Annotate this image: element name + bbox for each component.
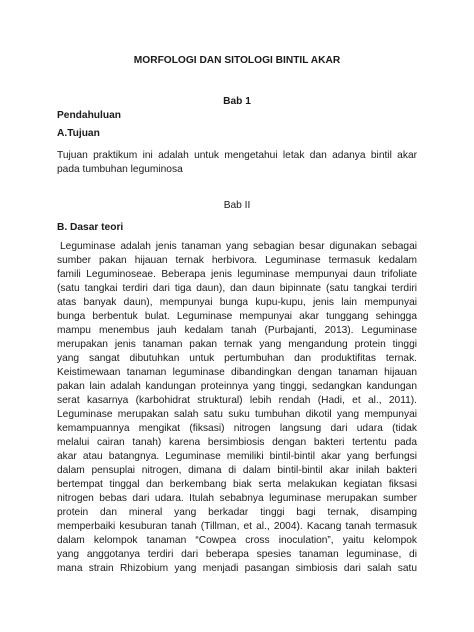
- tujuan-line: Tujuan praktikum ini adalah untuk mengetahui letak dan adanya bintil akar: [57, 150, 417, 161]
- paragraph-line: famili Leguminoseae. Beberapa jenis leguminase mempunyai daun trifoliate: [57, 269, 417, 280]
- paragraph-line: mampu menembus jauh kedalam tanah (Purbajanti, 2013). Leguminase: [57, 325, 417, 336]
- chapter-1-heading: Bab 1: [223, 96, 251, 107]
- paragraph-line: kemampuannya mengikat (fiksasi) nitrogen langsung dari udara (tidak: [57, 423, 417, 434]
- paragraph-line: atas banyak daun), mempunyai bunga kupu-kupu, jenis lain mempunyai: [57, 297, 417, 308]
- paragraph-line: nitrogen bebas dari udara. Itulah sebabnya leguminase merupakan sumber: [57, 493, 417, 504]
- paragraph-line: melalui cairan tanah) karena bersimbiosis dengan bakteri tertentu pada: [57, 437, 417, 448]
- tujuan-line: pada tumbuhan leguminosa: [57, 164, 183, 175]
- paragraph-line: protein dan mineral yang berkadar tinggi bagi ternak, disamping: [57, 507, 417, 518]
- paragraph-line: pakan lain adalah kandungan proteinnya yang tinggi, sedangkan kandungan: [57, 381, 417, 392]
- paragraph-line: yang anggotanya terdiri dari beberapa spesies tanaman leguminase, di: [57, 549, 417, 560]
- paragraph-line: Keistimewaan tanaman leguminase dibandingkan dengan tanaman hijauan: [57, 367, 417, 378]
- document-title: MORFOLOGI DAN SITOLOGI BINTIL AKAR: [133, 55, 341, 66]
- paragraph-line: merupakan jenis tanaman pakan ternak yang mengandung protein tinggi: [57, 339, 417, 350]
- paragraph-line: bertempat tinggal dan berkembang biak serta melakukan kegiatan fiksasi: [57, 479, 417, 490]
- paragraph-line: serat kasarnya (karbohidrat struktural) lebih rendah (Hadi, et al., 2011).: [57, 395, 417, 406]
- paragraph-line: dalam pensuplai nitrogen, dimana di dalam bintil-bintil akar inilah bakteri: [57, 465, 417, 476]
- paragraph-line: Leguminase adalah jenis tanaman yang sebagian besar digunakan sebagai: [60, 241, 417, 252]
- paragraph-line: akar atau batangnya. Leguminase memiliki bintil-bintil akar yang berfungsi: [57, 451, 417, 462]
- paragraph-line: (satu tangkai terdiri dari tiga daun), dan daun bipinnate (satu tangkai terdiri: [57, 283, 417, 294]
- subsection-dasar-teori: B. Dasar teori: [57, 222, 124, 233]
- paragraph-line: bunga berbentuk bulat. Leguminase mempunyai akar tunggang sehingga: [57, 311, 417, 322]
- paragraph-line: sumber pakan hijauan ternak herbivora. Leguminase termasuk kedalam: [57, 255, 417, 266]
- paragraph-line: dalam kelompok tanaman “Cowpea cross inoculation”, yaitu kelompok: [57, 535, 417, 546]
- subsection-tujuan: A.Tujuan: [57, 128, 100, 139]
- section-pendahuluan: Pendahuluan: [57, 110, 121, 121]
- chapter-2-heading: Bab II: [223, 200, 251, 211]
- paragraph-line: mana strain Rhizobium yang menjadi pasangan simbiosis dari salah satu: [57, 563, 417, 574]
- paragraph-line: yang sangat dibutuhkan untuk pertumbuhan dan produktifitas ternak.: [57, 353, 417, 364]
- paragraph-line: memperbaiki kesuburan tanah (Tillman, et al., 2004). Kacang tanah termasuk: [57, 521, 417, 532]
- paragraph-line: Leguminase merupakan salah satu suku tumbuhan dikotil yang mempunyai: [57, 409, 417, 420]
